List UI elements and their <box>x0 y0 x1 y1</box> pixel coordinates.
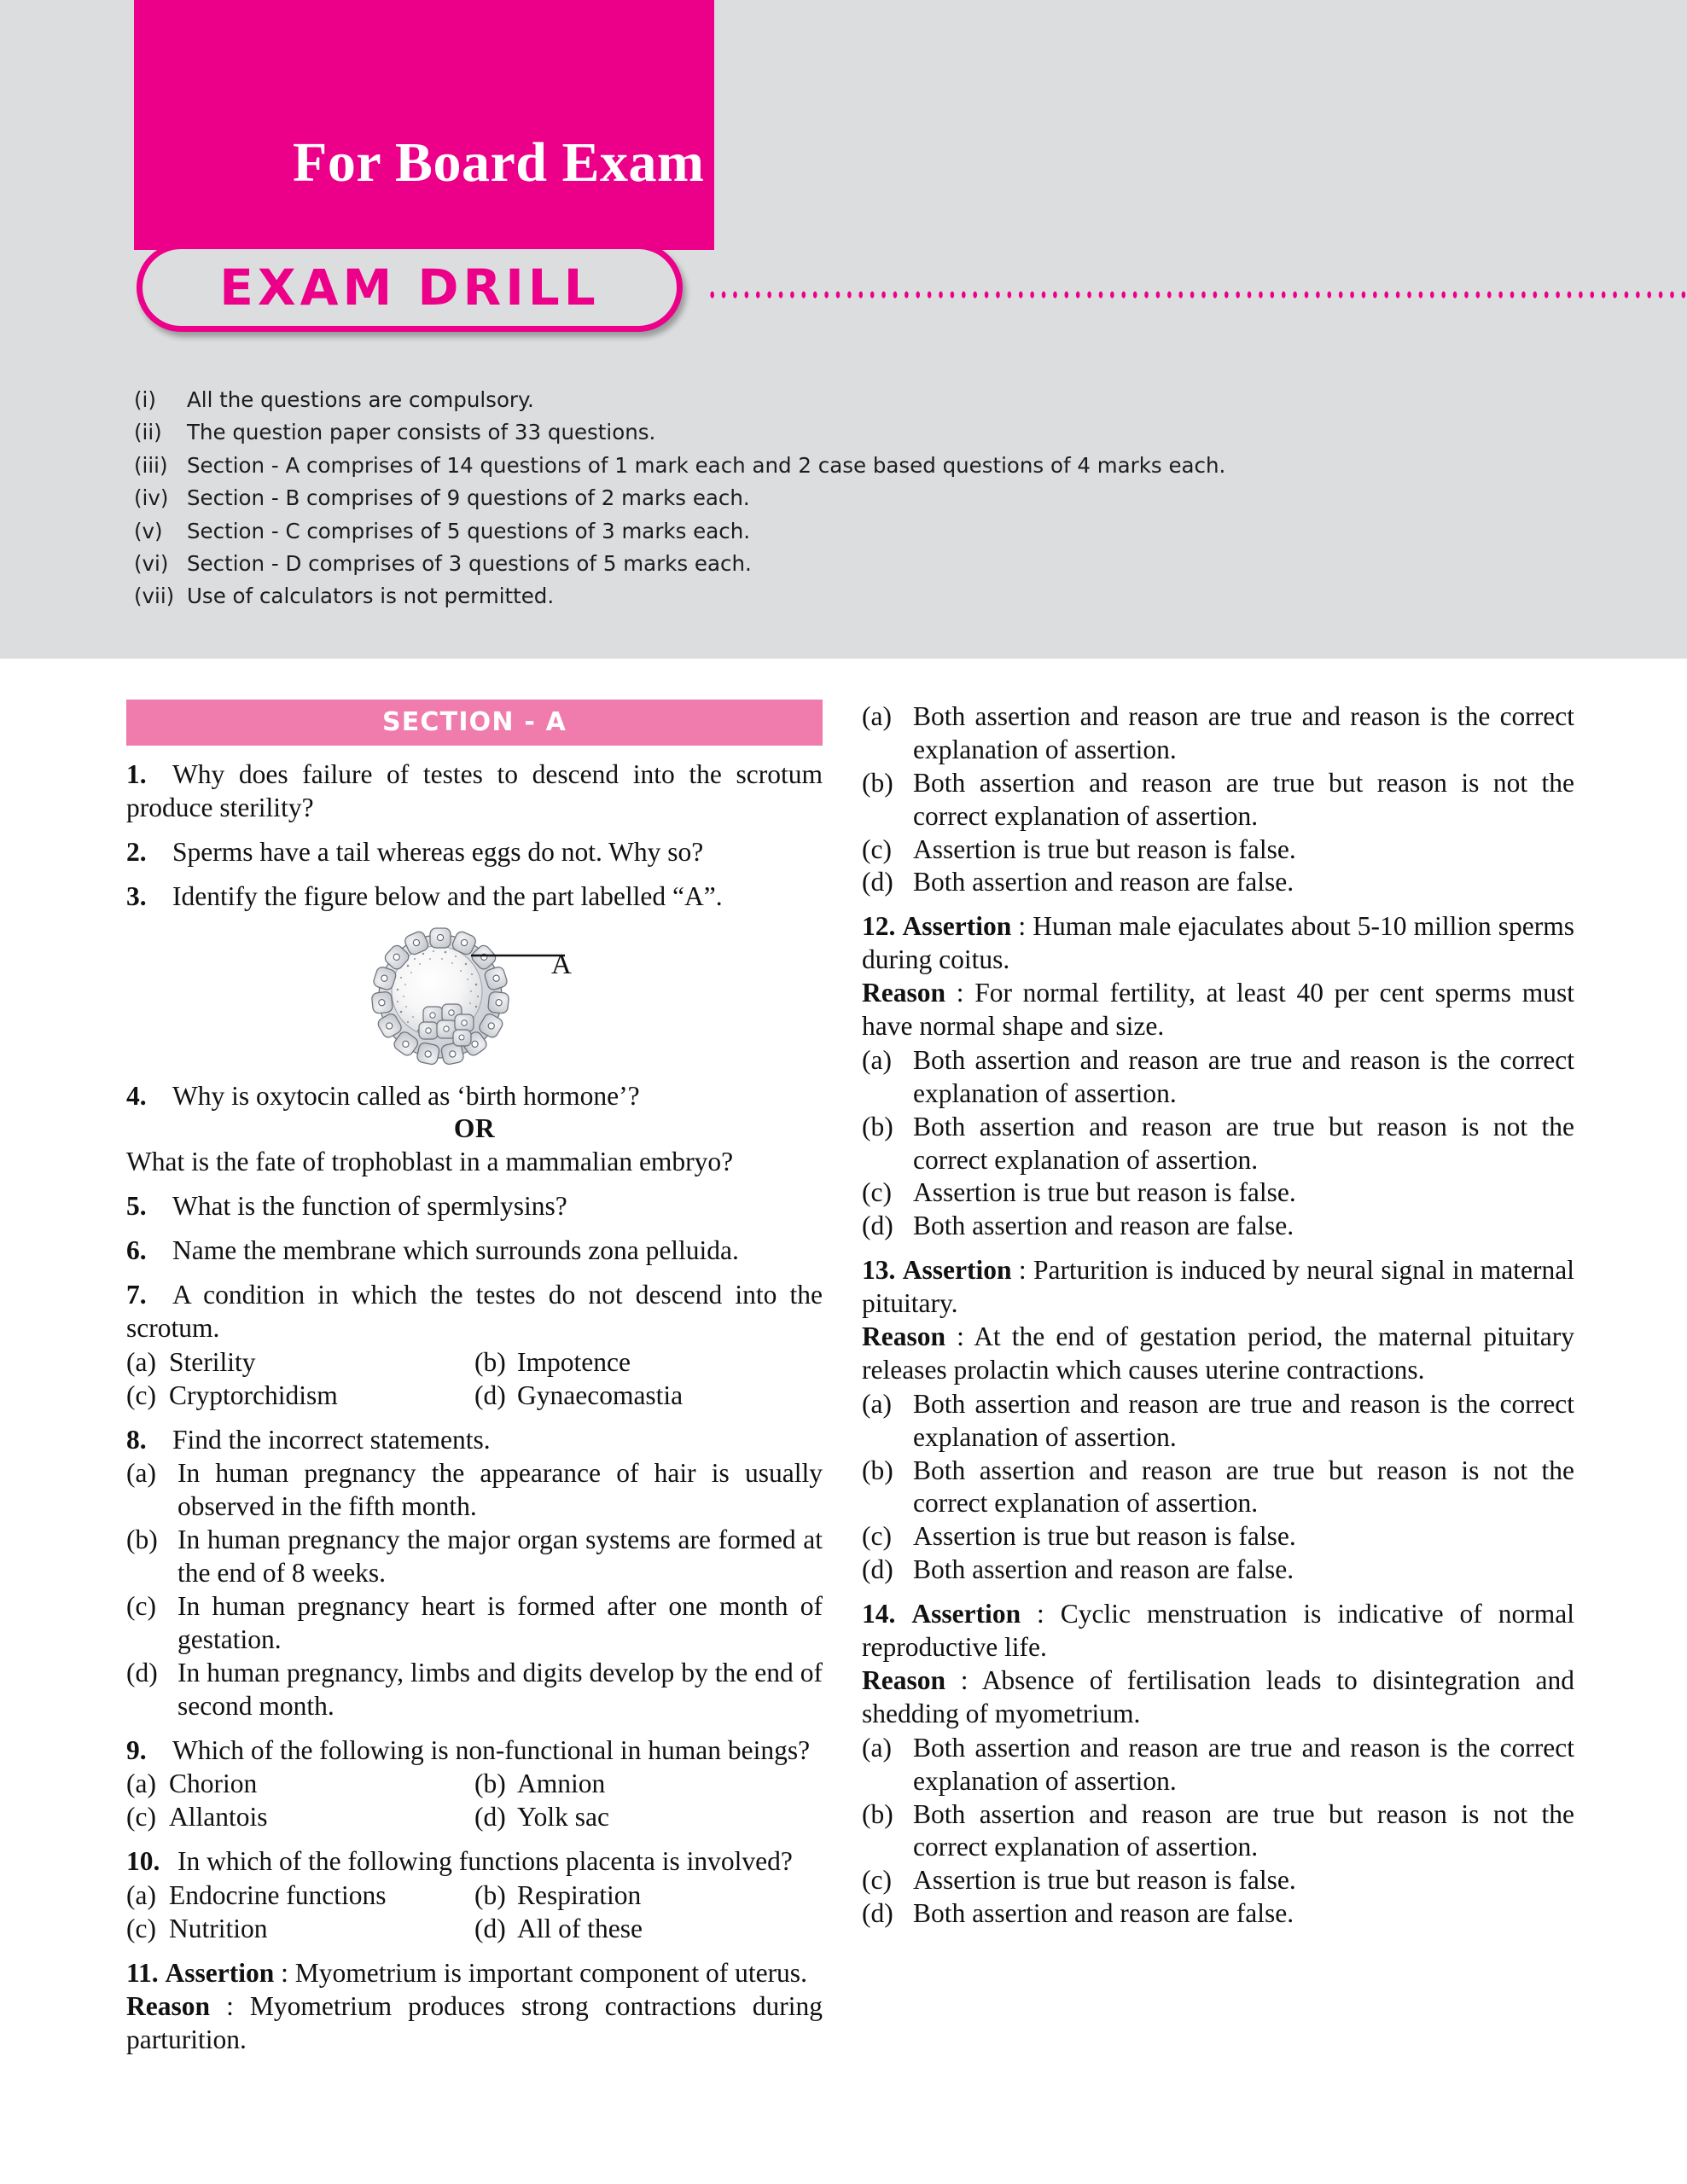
question-14-reason-text: Absence of fertilisation leads to disintegration and shedding of myometrium. <box>862 1664 1575 1728</box>
instruction-text: The question paper consists of 33 questions. <box>187 420 656 445</box>
instruction-item <box>134 454 1542 479</box>
question-2 <box>126 836 823 869</box>
section-a-title: SECTION - A <box>381 707 567 737</box>
question-14-assertion-text: Cyclic menstruation is indicative of normal reproductive life. <box>862 1599 1574 1663</box>
question-9-text: Which of the following is non-functional in human beings? <box>172 1734 811 1765</box>
option-text: Assertion is true but reason is false. <box>913 1521 1296 1552</box>
right-column <box>862 700 1574 1942</box>
option-text: Both assertion and reason are true but reason is not the correct explanation of assertion. <box>913 767 1574 831</box>
option-key: (a) <box>126 1880 156 1911</box>
question-8-number: 8. <box>126 1424 147 1455</box>
option-key: (a) <box>126 1458 156 1489</box>
option-text: All of these <box>517 1914 643 1944</box>
option-text: Both assertion and reason are false. <box>913 1554 1294 1585</box>
question-5 <box>126 1190 823 1223</box>
option-text: Assertion is true but reason is false. <box>913 1177 1296 1208</box>
question-9-stem <box>126 1734 823 1768</box>
question-2-number: 2. <box>126 836 147 867</box>
option-text: Both assertion and reason are true but reason is not the correct explanation of assertion. <box>913 1798 1574 1862</box>
option-text: Both assertion and reason are true and reason is the correct explanation of assertion. <box>913 1044 1574 1108</box>
banner-title: For Board Exam <box>293 131 705 194</box>
instruction-number: (iv) <box>134 485 169 511</box>
reason-label: Reason <box>862 1321 946 1352</box>
instruction-number: (vii) <box>134 584 175 609</box>
question-7-option-c[interactable] <box>126 1380 474 1413</box>
option-text: Both assertion and reason are true but reason is not the correct explanation of assertion. <box>913 1455 1574 1519</box>
question-9-option-c[interactable] <box>126 1801 474 1834</box>
question-11-assertion-text: Myometrium is important component of uterus. <box>294 1957 807 1988</box>
question-5-text: What is the function of spermlysins? <box>172 1191 567 1222</box>
question-9-number: 9. <box>126 1734 147 1765</box>
question-10-option-b[interactable] <box>474 1879 823 1913</box>
question-5-stem <box>126 1190 823 1223</box>
question-13-assertion-text: Parturition is induced by neural signal in maternal pituitary. <box>862 1255 1574 1319</box>
question-9 <box>126 1734 823 1835</box>
figure-label-a: A <box>551 949 572 980</box>
instruction-number: (i) <box>134 387 156 412</box>
instruction-text: All the questions are compulsory. <box>187 387 534 412</box>
option-text: Both assertion and reason are false. <box>913 867 1294 897</box>
question-7-options <box>126 1346 823 1413</box>
question-14-option-c[interactable] <box>862 1864 1574 1897</box>
question-14 <box>862 1598 1574 1931</box>
question-8-stem <box>126 1424 823 1457</box>
question-11-number: 11. <box>126 1957 159 1988</box>
question-8-option-d[interactable] <box>126 1657 823 1723</box>
option-key: (b) <box>126 1525 158 1555</box>
question-9-option-b[interactable] <box>474 1768 823 1801</box>
question-13-reason <box>862 1321 1574 1387</box>
option-key: (a) <box>862 1388 892 1419</box>
assertion-colon: : <box>1011 911 1033 942</box>
option-key: (b) <box>474 1346 506 1377</box>
option-key: (b) <box>862 767 893 798</box>
question-1 <box>126 758 823 825</box>
option-text: Both assertion and reason are true and reason is the correct explanation of assertion. <box>913 1388 1574 1452</box>
option-key: (a) <box>126 1346 156 1377</box>
section-a-header <box>126 700 823 746</box>
option-key: (d) <box>474 1380 506 1410</box>
question-6-number: 6. <box>126 1235 147 1266</box>
instruction-number: (v) <box>134 518 163 543</box>
question-4-alternate-text: What is the fate of trophoblast in a mammalian embryo? <box>126 1147 734 1177</box>
question-11-reason <box>126 1990 823 2057</box>
option-text: Allantois <box>169 1802 268 1833</box>
question-14-reason <box>862 1664 1574 1731</box>
option-key: (c) <box>126 1591 156 1622</box>
instruction-item <box>134 520 1542 544</box>
question-13-option-a[interactable] <box>862 1388 1574 1455</box>
option-text: Cryptorchidism <box>169 1380 338 1410</box>
option-key: (d) <box>474 1802 506 1833</box>
option-text: Respiration <box>517 1880 642 1911</box>
assertion-label: Assertion <box>902 1255 1012 1286</box>
option-key: (d) <box>862 1211 893 1241</box>
instruction-item <box>134 584 1542 609</box>
reason-colon: : <box>945 978 975 1008</box>
option-key: (d) <box>862 1554 893 1585</box>
question-7-option-a[interactable] <box>126 1346 474 1380</box>
instruction-text: Section - C comprises of 5 questions of 3 marks each. <box>187 518 751 543</box>
option-text: Yolk sac <box>517 1802 609 1833</box>
question-14-options <box>862 1732 1574 1931</box>
option-text: Assertion is true but reason is false. <box>913 834 1296 864</box>
assertion-colon: : <box>274 1957 295 1988</box>
instruction-text: Section - A comprises of 14 questions of 1 mark each and 2 case based questions of 4 marks each. <box>187 452 1226 478</box>
instructions-list <box>134 388 1542 618</box>
option-text: Gynaecomastia <box>517 1380 684 1410</box>
option-key: (b) <box>862 1455 893 1485</box>
question-6-text: Name the membrane which surrounds zona pelluida. <box>172 1235 739 1266</box>
option-text: Both assertion and reason are false. <box>913 1211 1294 1241</box>
question-5-number: 5. <box>126 1191 147 1222</box>
option-text: Both assertion and reason are true and reason is the correct explanation of assertion. <box>913 701 1574 764</box>
option-key: (c) <box>862 1521 892 1552</box>
option-key: (c) <box>126 1914 156 1944</box>
option-text: In human pregnancy the major organ systems are formed at the end of 8 weeks. <box>177 1525 823 1589</box>
page-header <box>0 0 1687 659</box>
question-7 <box>126 1279 823 1413</box>
question-13-number: 13. <box>862 1255 896 1286</box>
option-key: (b) <box>474 1769 506 1799</box>
question-3-number: 3. <box>126 880 147 911</box>
question-14-option-b[interactable] <box>862 1798 1574 1865</box>
question-13-option-d[interactable] <box>862 1554 1574 1587</box>
question-11-assertion <box>126 1957 823 1990</box>
question-13-reason-text: At the end of gestation period, the maternal pituitary releases prolactin which causes uterine contractions. <box>862 1321 1574 1385</box>
question-3-stem <box>126 880 823 914</box>
question-7-option-d[interactable] <box>474 1380 823 1413</box>
question-12-assertion <box>862 910 1574 977</box>
option-text: Both assertion and reason are true and reason is the correct explanation of assertion. <box>913 1732 1574 1796</box>
question-6-stem <box>126 1234 823 1268</box>
option-key: (d) <box>474 1914 506 1944</box>
instruction-item <box>134 421 1542 445</box>
question-9-option-d[interactable] <box>474 1801 823 1834</box>
assertion-label: Assertion <box>902 911 1012 942</box>
option-text: In human pregnancy heart is formed after one month of gestation. <box>177 1591 823 1654</box>
question-13 <box>862 1254 1574 1587</box>
question-4 <box>126 1080 823 1180</box>
question-4-or-divider: OR <box>453 1113 496 1144</box>
question-12-options <box>862 1044 1574 1243</box>
question-10-text: In which of the following functions placenta is involved? <box>177 1846 793 1877</box>
question-4-number: 4. <box>126 1080 147 1111</box>
left-column <box>126 700 823 2068</box>
question-11-option-a[interactable] <box>862 700 1574 767</box>
question-7-text: A condition in which the testes do not descend into the scrotum. <box>126 1280 823 1343</box>
question-9-options <box>126 1768 823 1834</box>
option-key: (c) <box>862 1865 892 1896</box>
question-12-reason-text: For normal fertility, at least 40 per cent sperms must have normal shape and size. <box>862 978 1574 1042</box>
question-10 <box>126 1845 823 1946</box>
question-2-text: Sperms have a tail whereas eggs do not. Why so? <box>172 836 704 867</box>
instruction-item <box>134 486 1542 511</box>
option-key: (d) <box>862 867 893 897</box>
option-key: (a) <box>862 701 892 731</box>
reason-label: Reason <box>862 978 946 1008</box>
question-11 <box>126 1957 823 2057</box>
question-11-reason-text: Myometrium produces strong contractions during parturition. <box>126 1990 823 2054</box>
question-10-options <box>126 1879 823 1946</box>
question-7-stem <box>126 1279 823 1345</box>
reason-colon: : <box>210 1990 250 2021</box>
assertion-label: Assertion <box>911 1599 1021 1629</box>
question-12 <box>862 910 1574 1243</box>
instruction-item <box>134 552 1542 577</box>
question-4-text: Why is oxytocin called as ‘birth hormone’? <box>172 1080 640 1111</box>
question-7-number: 7. <box>126 1280 147 1310</box>
question-12-option-b[interactable] <box>862 1111 1574 1177</box>
question-13-option-b[interactable] <box>862 1455 1574 1521</box>
question-4-stem <box>126 1080 823 1113</box>
question-13-assertion <box>862 1254 1574 1321</box>
question-10-option-d[interactable] <box>474 1913 823 1946</box>
option-key: (b) <box>862 1111 893 1141</box>
option-key: (a) <box>126 1769 156 1799</box>
blastocyst-figure-wrap <box>126 925 823 1068</box>
reason-label: Reason <box>126 1990 211 2021</box>
exam-drill-badge <box>137 243 683 332</box>
question-14-number: 14. <box>862 1599 896 1629</box>
option-key: (b) <box>474 1880 506 1911</box>
option-key: (c) <box>126 1802 156 1833</box>
instruction-number: (vi) <box>134 551 169 577</box>
question-14-assertion <box>862 1598 1574 1664</box>
option-text: Endocrine functions <box>169 1880 387 1911</box>
option-key: (d) <box>862 1898 893 1929</box>
question-10-option-a[interactable] <box>126 1879 474 1913</box>
option-key: (c) <box>862 834 892 864</box>
option-text: In human pregnancy, limbs and digits develop by the end of second month. <box>177 1657 823 1721</box>
reason-colon: : <box>945 1664 982 1695</box>
option-text: In human pregnancy the appearance of hair is usually observed in the fifth month. <box>177 1458 823 1522</box>
instruction-item <box>134 388 1542 413</box>
option-text: Chorion <box>169 1769 258 1799</box>
question-8-option-b[interactable] <box>126 1524 823 1590</box>
question-13-options <box>862 1388 1574 1587</box>
question-1-stem <box>126 758 823 825</box>
question-1-text: Why does failure of testes to descend into the scrotum produce sterility? <box>126 759 823 822</box>
reason-label: Reason <box>862 1664 946 1695</box>
option-key: (b) <box>862 1798 893 1829</box>
option-text: Both assertion and reason are true but reason is not the correct explanation of assertion. <box>913 1111 1574 1175</box>
question-14-option-a[interactable] <box>862 1732 1574 1798</box>
question-8 <box>126 1424 823 1723</box>
question-8-text: Find the incorrect statements. <box>172 1424 491 1455</box>
question-10-stem <box>126 1845 823 1879</box>
question-3-text: Identify the figure below and the part labelled “A”. <box>172 880 723 911</box>
question-12-assertion-text: Human male ejaculates about 5-10 million sperms during coitus. <box>862 911 1574 975</box>
option-key: (d) <box>126 1657 158 1687</box>
option-key: (a) <box>862 1044 892 1075</box>
question-12-reason <box>862 977 1574 1043</box>
question-6 <box>126 1234 823 1268</box>
question-1-number: 1. <box>126 759 147 789</box>
question-13-option-c[interactable] <box>862 1520 1574 1554</box>
question-12-option-d[interactable] <box>862 1210 1574 1243</box>
question-10-option-c[interactable] <box>126 1913 474 1946</box>
option-text: Both assertion and reason are false. <box>913 1898 1294 1929</box>
question-7-option-b[interactable] <box>474 1346 823 1380</box>
question-12-option-c[interactable] <box>862 1176 1574 1210</box>
option-text: Amnion <box>517 1769 606 1799</box>
question-9-option-a[interactable] <box>126 1768 474 1801</box>
option-text: Assertion is true but reason is false. <box>913 1865 1296 1896</box>
dotted-rule-decoration <box>707 290 1687 299</box>
blastocyst-diagram-icon <box>370 925 567 1068</box>
option-key: (c) <box>126 1380 156 1410</box>
question-8-options <box>126 1457 823 1722</box>
assertion-colon: : <box>1021 1599 1061 1629</box>
option-key: (c) <box>862 1177 892 1208</box>
question-11-option-c[interactable] <box>862 834 1574 867</box>
question-8-option-c[interactable] <box>126 1590 823 1657</box>
instruction-number: (iii) <box>134 452 168 478</box>
option-text: Nutrition <box>169 1914 268 1944</box>
question-10-number: 10. <box>126 1846 160 1877</box>
question-2-stem <box>126 836 823 869</box>
exam-drill-label: EXAM DRILL <box>219 258 600 317</box>
question-3 <box>126 880 823 914</box>
assertion-label: Assertion <box>165 1957 275 1988</box>
reason-colon: : <box>945 1321 974 1352</box>
instruction-text: Use of calculators is not permitted. <box>187 584 555 609</box>
question-11-option-b[interactable] <box>862 767 1574 834</box>
option-key: (a) <box>862 1732 892 1763</box>
magenta-banner <box>134 0 714 250</box>
question-14-option-d[interactable] <box>862 1897 1574 1931</box>
question-12-option-a[interactable] <box>862 1044 1574 1111</box>
question-11-option-d[interactable] <box>862 866 1574 899</box>
instruction-text: Section - B comprises of 9 questions of 2 marks each. <box>187 485 750 511</box>
option-text: Sterility <box>169 1346 256 1377</box>
assertion-colon: : <box>1011 1255 1033 1286</box>
instruction-text: Section - D comprises of 3 questions of 5 marks each. <box>187 551 752 577</box>
question-11-options <box>862 700 1574 899</box>
instruction-number: (ii) <box>134 420 162 445</box>
question-8-option-a[interactable] <box>126 1457 823 1524</box>
option-text: Impotence <box>517 1346 631 1377</box>
question-12-number: 12. <box>862 911 896 942</box>
